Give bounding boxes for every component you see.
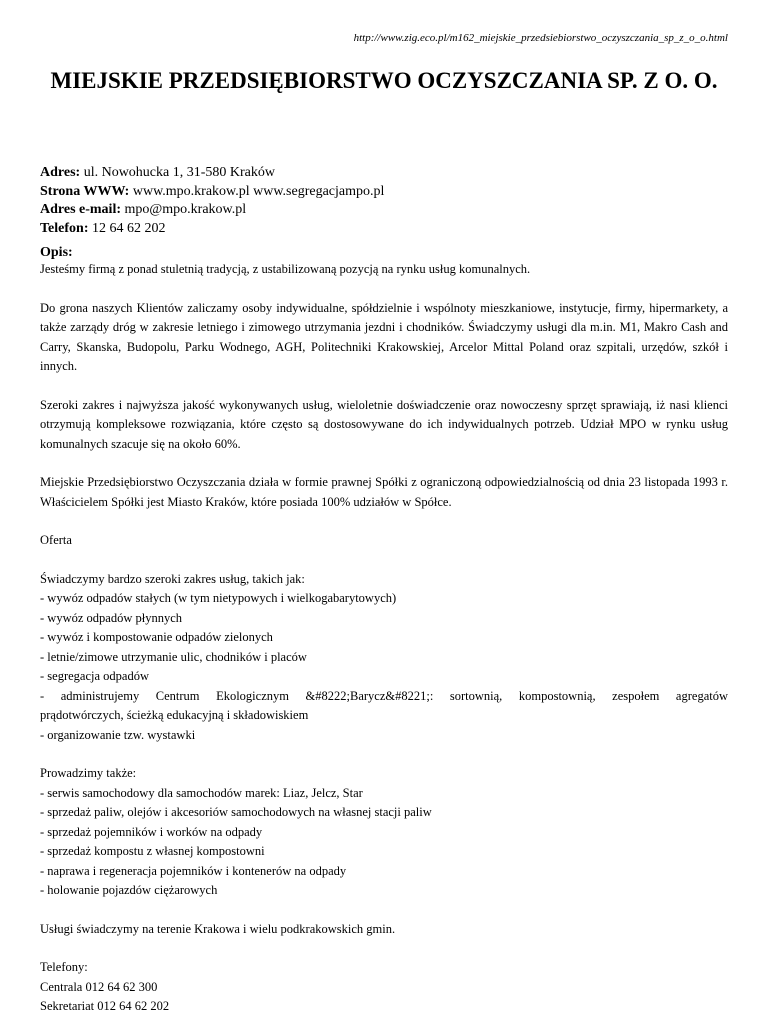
phones-label: Telefony: bbox=[40, 960, 88, 974]
list-item: prądotwórczych, ścieżką edukacyjną i składowiskiem bbox=[40, 708, 309, 722]
address-label: Adres: bbox=[40, 165, 81, 180]
list-item: - letnie/zimowe utrzymanie ulic, chodników i placów bbox=[40, 649, 307, 664]
list-item: - administrujemy Centrum Ekologicznym &#8222;Barycz&#8221;: sortownią, kompostownią, zespołem agregatów bbox=[40, 688, 728, 703]
additional-services-list bbox=[40, 764, 728, 901]
contact-block bbox=[40, 164, 384, 238]
description-label: Opis: bbox=[40, 245, 73, 260]
list-item: - wywóz odpadów płynnych bbox=[40, 610, 182, 625]
phones-list bbox=[40, 958, 728, 1017]
list-item: - sprzedaż kompostu z własnej kompostowni bbox=[40, 844, 265, 858]
additional-intro: Prowadzimy także: bbox=[40, 766, 137, 780]
paragraph-intro: Jesteśmy firmą z ponad stuletnią tradycją, z ustabilizowaną pozycją na rynku usług komunalnych. bbox=[40, 262, 531, 276]
description-body bbox=[40, 260, 728, 1036]
paragraph-area: Usługi świadczymy na terenie Krakowa i wielu podkrakowskich gmin. bbox=[40, 921, 396, 936]
paragraph-offer: Oferta bbox=[40, 533, 72, 547]
list-item: - naprawa i regeneracja pojemników i kontenerów na odpady bbox=[40, 863, 347, 878]
list-item: - wywóz odpadów stałych (w tym nietypowych i wielkogabarytowych) bbox=[40, 591, 397, 605]
www-line bbox=[40, 183, 384, 202]
list-item: - sprzedaż paliw, olejów i akcesoriów samochodowych na własnej stacji paliw bbox=[40, 805, 432, 819]
www-label: Strona WWW: bbox=[40, 183, 130, 199]
page-url: http://www.zig.eco.pl/m162_miejskie_przedsiebiorstwo_oczyszczania_sp_z_o_o.html bbox=[353, 32, 728, 44]
email-line bbox=[40, 201, 384, 220]
list-item: - organizowanie tzw. wystawki bbox=[40, 727, 196, 742]
phone-value: 12 64 62 202 bbox=[88, 220, 166, 236]
paragraph-scope: Szeroki zakres i najwyższa jakość wykonywanych usług, wieloletnie doświadczenie oraz nowoczesny sprzęt sprawiają, iż nasi klienci otrzymują kompleksowe rozwiązania, które często są dostosowywane do ich indywidualnych potrzeb. Udział MPO w rynku usług komunalnych szacuje się na około 60%. bbox=[40, 397, 728, 451]
www-value: www.mpo.krakow.pl www.segregacjampo.pl bbox=[129, 183, 385, 199]
list-item: - serwis samochodowy dla samochodów marek: Liaz, Jelcz, Star bbox=[40, 785, 363, 800]
phone-label: Telefon: bbox=[40, 220, 89, 236]
list-item: - wywóz i kompostowanie odpadów zielonych bbox=[40, 630, 273, 644]
phone-entry: Centrala 012 64 62 300 bbox=[40, 979, 158, 994]
list-item: - sprzedaż pojemników i worków na odpady bbox=[40, 824, 263, 839]
services-list bbox=[40, 570, 728, 746]
page-title: MIEJSKIE PRZEDSIĘBIORSTWO OCZYSZCZANIA SP. Z O. O. bbox=[50, 68, 718, 93]
services-intro: Świadczymy bardzo szeroki zakres usług, takich jak: bbox=[40, 571, 305, 586]
paragraph-clients: Do grona naszych Klientów zaliczamy osoby indywidualne, spółdzielnie i wspólnoty mieszkaniowe, instytucje, firmy, hipermarkety, a także zarządy dróg w zakresie letniego i zimowego utrzymania jezdni i chodników. Świadczymy usługi dla m.in. M1, Makro Cash and Carry, Skanska, Budopolu, Parku Wodnego, AGH, Politechniki Krakowskiej, Arcelor Mittal Poland oraz szpitali, urzędów, szkół i innych. bbox=[40, 300, 728, 373]
paragraph-legal: Miejskie Przedsiębiorstwo Oczyszczania działa w formie prawnej Spółki z ograniczoną odpowiedzialnością od dnia 23 listopada 1993 r. Właścicielem Spółki jest Miasto Kraków, które posiada 100% udziałów w Spółce. bbox=[40, 475, 728, 509]
address-value: ul. Nowohucka 1, 31-580 Kraków bbox=[80, 165, 275, 180]
address-line bbox=[40, 164, 384, 183]
phone-entry: Sekretariat 012 64 62 202 bbox=[40, 999, 170, 1013]
list-item: - holowanie pojazdów ciężarowych bbox=[40, 883, 218, 897]
phone-line bbox=[40, 220, 384, 239]
email-label: Adres e-mail: bbox=[40, 202, 121, 217]
list-item: - segregacja odpadów bbox=[40, 669, 149, 683]
email-value: mpo@mpo.krakow.pl bbox=[121, 202, 247, 217]
